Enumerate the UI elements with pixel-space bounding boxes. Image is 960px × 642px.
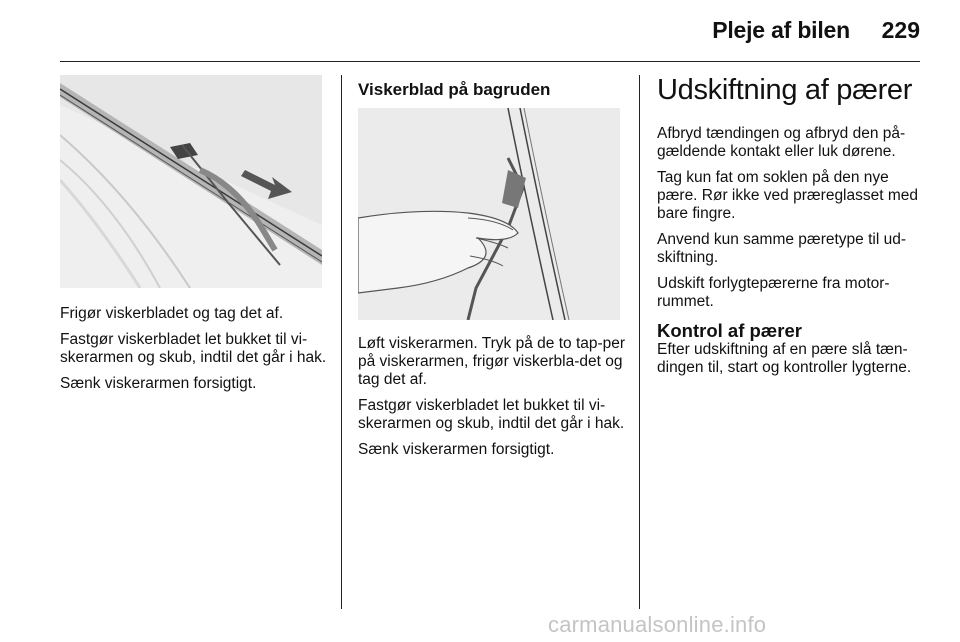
rear-wiper-blade-illustration xyxy=(358,108,620,320)
page-title: Pleje af bilen xyxy=(712,17,850,43)
paragraph: Tag kun fat om soklen på den nye pære. Rør ikke ved præreglasset med bare fingre. xyxy=(657,169,919,222)
paragraph: Løft viskerarmen. Tryk på de to tap-per på viskerarmen, frigør viskerbla-det og tag det af. xyxy=(358,335,626,388)
col2-text xyxy=(358,335,630,467)
page-header xyxy=(0,0,960,62)
paragraph: Sænk viskerarmen forsigtigt. xyxy=(60,375,257,392)
paragraph: Fastgør viskerbladet let bukket til vi-skerarmen og skub, indtil det går i hak. xyxy=(60,331,327,366)
col1-text xyxy=(60,305,330,401)
section-heading-bulb-replacement: Udskiftning af pærer xyxy=(657,74,913,106)
paragraph: Anvend kun samme pæretype til ud-skiftning. xyxy=(657,231,906,266)
watermark: carmanualsonline.info xyxy=(548,612,767,637)
paragraph: Fastgør viskerbladet let bukket til vi-skerarmen og skub, indtil det går i hak. xyxy=(358,397,625,432)
paragraph: Efter udskiftning af en pære slå tæn-dingen til, start og kontroller lygterne. xyxy=(657,341,912,376)
paragraph: Udskift forlygtepærerne fra motor-rummet. xyxy=(657,275,890,310)
paragraph: Frigør viskerbladet og tag det af. xyxy=(60,305,284,322)
section-title-rear-wiper: Viskerblad på bagruden xyxy=(358,80,551,99)
paragraph: Afbryd tændingen og afbryd den på-gældende kontakt eller luk dørene. xyxy=(657,125,906,160)
paragraph: Sænk viskerarmen forsigtigt. xyxy=(358,441,555,458)
page-number: 229 xyxy=(881,17,920,43)
header-rule xyxy=(60,61,920,62)
column-divider-1 xyxy=(341,75,342,609)
subheading-bulb-check: Kontrol af pærer xyxy=(657,320,802,341)
column-divider-2 xyxy=(639,75,640,609)
wiper-blade-windscreen-illustration xyxy=(60,75,322,288)
col3-text xyxy=(657,125,923,385)
